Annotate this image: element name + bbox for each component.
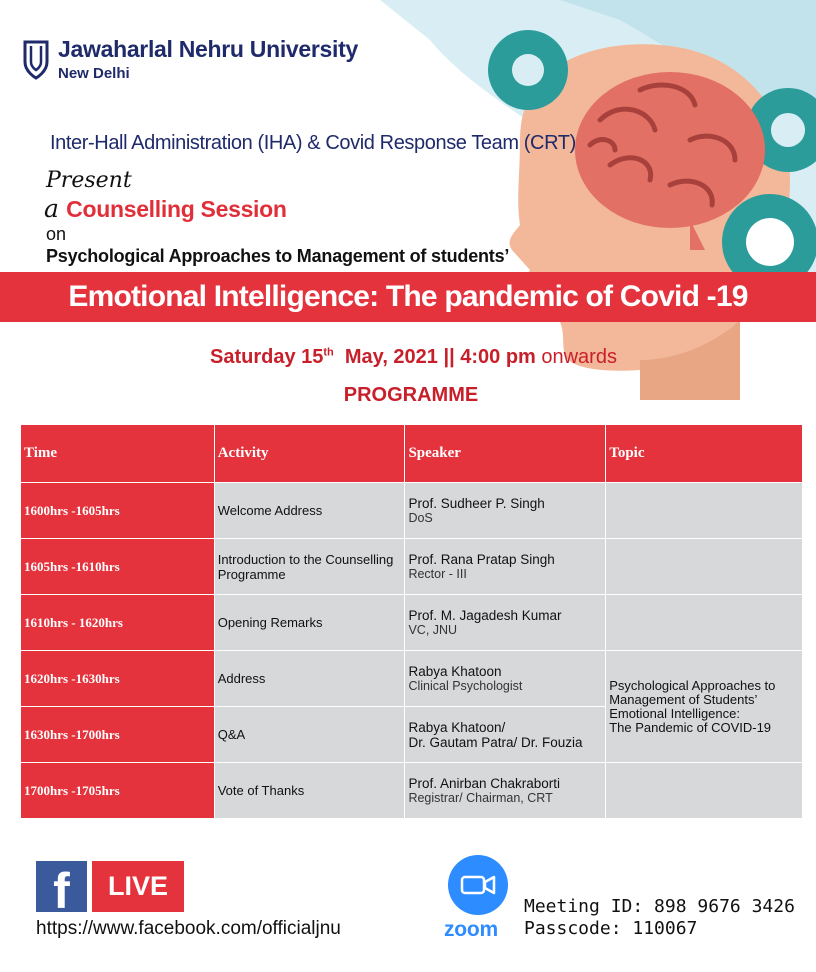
topic-line: Emotional Intelligence:	[609, 705, 740, 721]
video-camera-icon	[448, 855, 508, 915]
university-city: New Delhi	[58, 65, 130, 82]
speaker-name: Prof. M. Jagadesh Kumar	[408, 608, 562, 623]
topic-line: Psychological Approaches to	[609, 677, 776, 693]
article-a: a	[44, 194, 59, 223]
date-onwards: onwards	[535, 346, 617, 368]
present-text: Present	[46, 168, 132, 193]
header-time: Time	[21, 425, 215, 483]
row-topic-merged	[606, 651, 803, 763]
row-topic	[606, 595, 803, 651]
row-speaker	[405, 539, 606, 595]
table-row	[21, 763, 803, 819]
speaker-name: Prof. Anirban Chakraborti	[408, 776, 561, 791]
topic-line: Management of Students’	[609, 691, 758, 707]
header-speaker: Speaker	[405, 425, 606, 483]
speaker-role: VC, JNU	[408, 623, 458, 637]
row-speaker	[405, 707, 606, 763]
table-row	[21, 651, 803, 707]
session-line	[44, 193, 287, 224]
row-topic	[606, 763, 803, 819]
header-topic: Topic	[606, 425, 803, 483]
table-header-row	[21, 425, 803, 483]
event-date	[210, 346, 617, 369]
facebook-letter: f	[53, 863, 70, 919]
date-day: Saturday 15	[210, 346, 324, 368]
banner-title: Emotional Intelligence: The pandemic of Covid -19	[68, 280, 748, 313]
live-label: LIVE	[107, 871, 168, 901]
speaker-role: DoS	[408, 511, 433, 525]
meeting-id: Meeting ID: 898 9676 3426	[524, 896, 795, 917]
jnu-logo-icon	[22, 40, 50, 80]
session-subtitle: Psychological Approaches to Management of students’	[46, 246, 510, 266]
row-time: 1620hrs -1630hrs	[21, 651, 215, 707]
row-activity: Opening Remarks	[214, 595, 405, 651]
zoom-wordmark: zoom	[444, 918, 499, 941]
row-time: 1610hrs - 1620hrs	[21, 595, 215, 651]
row-activity: Q&A	[214, 707, 405, 763]
row-activity: Introduction to the Counselling Programme	[214, 539, 405, 595]
row-topic	[606, 539, 803, 595]
on-text: on	[46, 224, 67, 244]
speaker-name: Rabya Khatoon	[408, 664, 502, 679]
facebook-url[interactable]: https://www.facebook.com/officialjnu	[36, 918, 341, 939]
zoom-icon[interactable]	[448, 855, 508, 915]
speaker-role: Dr. Gautam Patra/ Dr. Fouzia	[408, 734, 583, 750]
header-activity: Activity	[214, 425, 405, 483]
row-speaker	[405, 651, 606, 707]
row-activity: Vote of Thanks	[214, 763, 405, 819]
row-topic	[606, 483, 803, 539]
speaker-name: Prof. Sudheer P. Singh	[408, 496, 545, 511]
table-row	[21, 483, 803, 539]
session-title: Counselling Session	[66, 196, 287, 222]
speaker-name: Prof. Rana Pratap Singh	[408, 552, 555, 567]
row-time: 1630hrs -1700hrs	[21, 707, 215, 763]
table-row	[21, 539, 803, 595]
date-suffix: th	[323, 346, 334, 359]
row-speaker	[405, 763, 606, 819]
organizers-line: Inter-Hall Administration (IHA) & Covid Response Team (CRT)	[50, 132, 576, 154]
date-rest: May, 2021 || 4:00 pm	[333, 346, 536, 368]
speaker-role: Clinical Psychologist	[408, 679, 523, 693]
meeting-passcode: Passcode: 110067	[524, 918, 698, 939]
row-activity: Address	[214, 651, 405, 707]
gear-icon-top	[488, 30, 568, 110]
row-speaker	[405, 483, 606, 539]
table-row	[21, 595, 803, 651]
row-time: 1600hrs -1605hrs	[21, 483, 215, 539]
programme-table	[20, 424, 803, 819]
university-name: Jawaharlal Nehru University	[58, 36, 358, 62]
speaker-name: Rabya Khatoon/	[408, 719, 506, 735]
row-time: 1700hrs -1705hrs	[21, 763, 215, 819]
programme-heading: PROGRAMME	[343, 384, 479, 406]
topic-line: The Pandemic of COVID-19	[609, 719, 772, 735]
speaker-role: Rector - III	[408, 567, 467, 581]
row-time: 1605hrs -1610hrs	[21, 539, 215, 595]
row-activity: Welcome Address	[214, 483, 405, 539]
speaker-role: Registrar/ Chairman, CRT	[408, 791, 553, 805]
row-speaker	[405, 595, 606, 651]
